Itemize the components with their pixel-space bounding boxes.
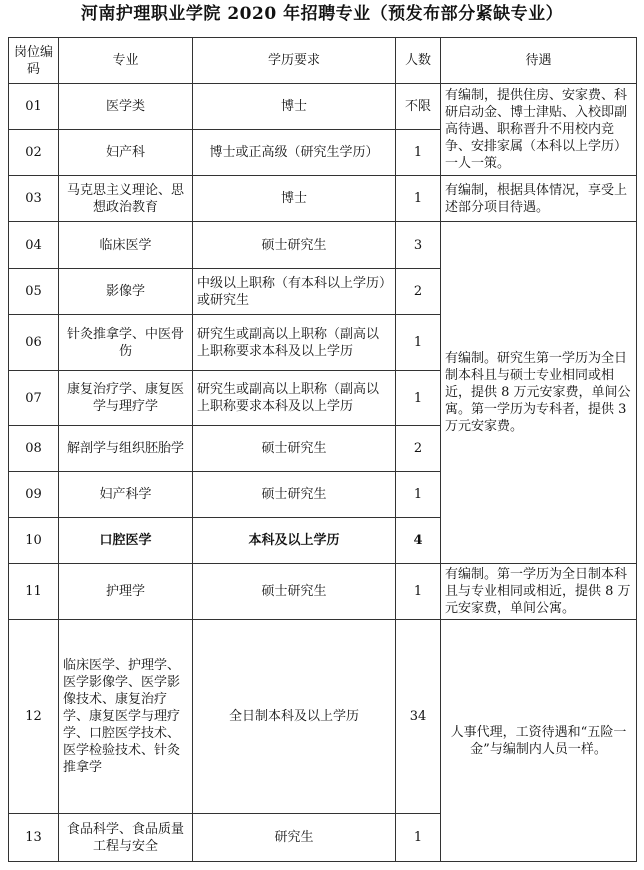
cell-major: 食品科学、食品质量工程与安全 [59,814,193,862]
cell-education: 博士 [193,176,396,222]
cell-count: 2 [396,269,441,315]
cell-major: 马克思主义理论、思想政治教育 [59,176,193,222]
cell-count: 1 [396,176,441,222]
cell-education: 硕士研究生 [193,472,396,518]
cell-count: 34 [396,620,441,814]
table-row [9,564,637,620]
cell-count: 不限 [396,84,441,130]
cell-major: 妇产科学 [59,472,193,518]
cell-code: 01 [9,84,59,130]
cell-major: 影像学 [59,269,193,315]
cell-major: 护理学 [59,564,193,620]
cell-education: 博士 [193,84,396,130]
cell-major: 解剖学与组织胚胎学 [59,426,193,472]
cell-code: 04 [9,222,59,269]
cell-code: 11 [9,564,59,620]
cell-count: 1 [396,371,441,426]
cell-education: 博士或正高级（研究生学历） [193,130,396,176]
page-title: 河南护理职业学院 2020 年招聘专业（预发布部分紧缺专业） [80,4,564,24]
recruitment-table [8,37,637,862]
cell-count: 1 [396,564,441,620]
cell-major: 临床医学、护理学、医学影像学、医学影像技术、康复治疗学、康复医学与理疗学、口腔医学技术、医学检验技术、针灸推拿学 [59,620,193,814]
header-benefits: 待遇 [441,38,637,84]
cell-benefits-group1: 有编制，提供住房、安家费、科研启动金、博士津贴、入校即副高待遇、职称晋升不用校内竞争、安排家属（本科以上学历）一人一策。 [441,84,637,176]
cell-code: 07 [9,371,59,426]
table-row [9,84,637,130]
cell-education: 研究生 [193,814,396,862]
cell-major: 针灸推拿学、中医骨伤 [59,315,193,371]
cell-education: 本科及以上学历 [193,518,396,564]
cell-benefits-group2: 有编制，根据具体情况，享受上述部分项目待遇。 [441,176,637,222]
cell-benefits-group5: 人事代理，工资待遇和“五险一金”与编制内人员一样。 [441,620,637,862]
cell-count: 1 [396,814,441,862]
cell-count: 3 [396,222,441,269]
cell-major: 医学类 [59,84,193,130]
header-major: 专业 [59,38,193,84]
cell-education: 全日制本科及以上学历 [193,620,396,814]
cell-education: 硕士研究生 [193,426,396,472]
table-row [9,620,637,814]
cell-count: 1 [396,472,441,518]
cell-benefits-group4: 有编制。第一学历为全日制本科且与专业相同或相近，提供 8 万元安家费，单间公寓。 [441,564,637,620]
cell-code: 05 [9,269,59,315]
cell-count: 4 [396,518,441,564]
cell-code: 03 [9,176,59,222]
cell-code: 10 [9,518,59,564]
cell-education: 研究生或副高以上职称（副高以上职称要求本科及以上学历 [193,315,396,371]
cell-major: 临床医学 [59,222,193,269]
cell-education: 硕士研究生 [193,564,396,620]
cell-count: 1 [396,315,441,371]
table-row [9,176,637,222]
header-code: 岗位编码 [9,38,59,84]
cell-major: 口腔医学 [59,518,193,564]
cell-education: 研究生或副高以上职称（副高以上职称要求本科及以上学历 [193,371,396,426]
cell-major: 妇产科 [59,130,193,176]
cell-count: 1 [396,130,441,176]
cell-code: 06 [9,315,59,371]
cell-code: 09 [9,472,59,518]
cell-count: 2 [396,426,441,472]
header-row [9,38,637,84]
cell-code: 02 [9,130,59,176]
header-count: 人数 [396,38,441,84]
table-row [9,222,637,269]
cell-education: 中级以上职称（有本科以上学历）或研究生 [193,269,396,315]
cell-code: 08 [9,426,59,472]
cell-benefits-group3: 有编制。研究生第一学历为全日制本科且与硕士专业相同或相近，提供 8 万元安家费，单间公寓。第一学历为专科者，提供 3 万元安家费。 [441,222,637,564]
header-education: 学历要求 [193,38,396,84]
cell-major: 康复治疗学、康复医学与理疗学 [59,371,193,426]
cell-code: 12 [9,620,59,814]
cell-code: 13 [9,814,59,862]
cell-education: 硕士研究生 [193,222,396,269]
